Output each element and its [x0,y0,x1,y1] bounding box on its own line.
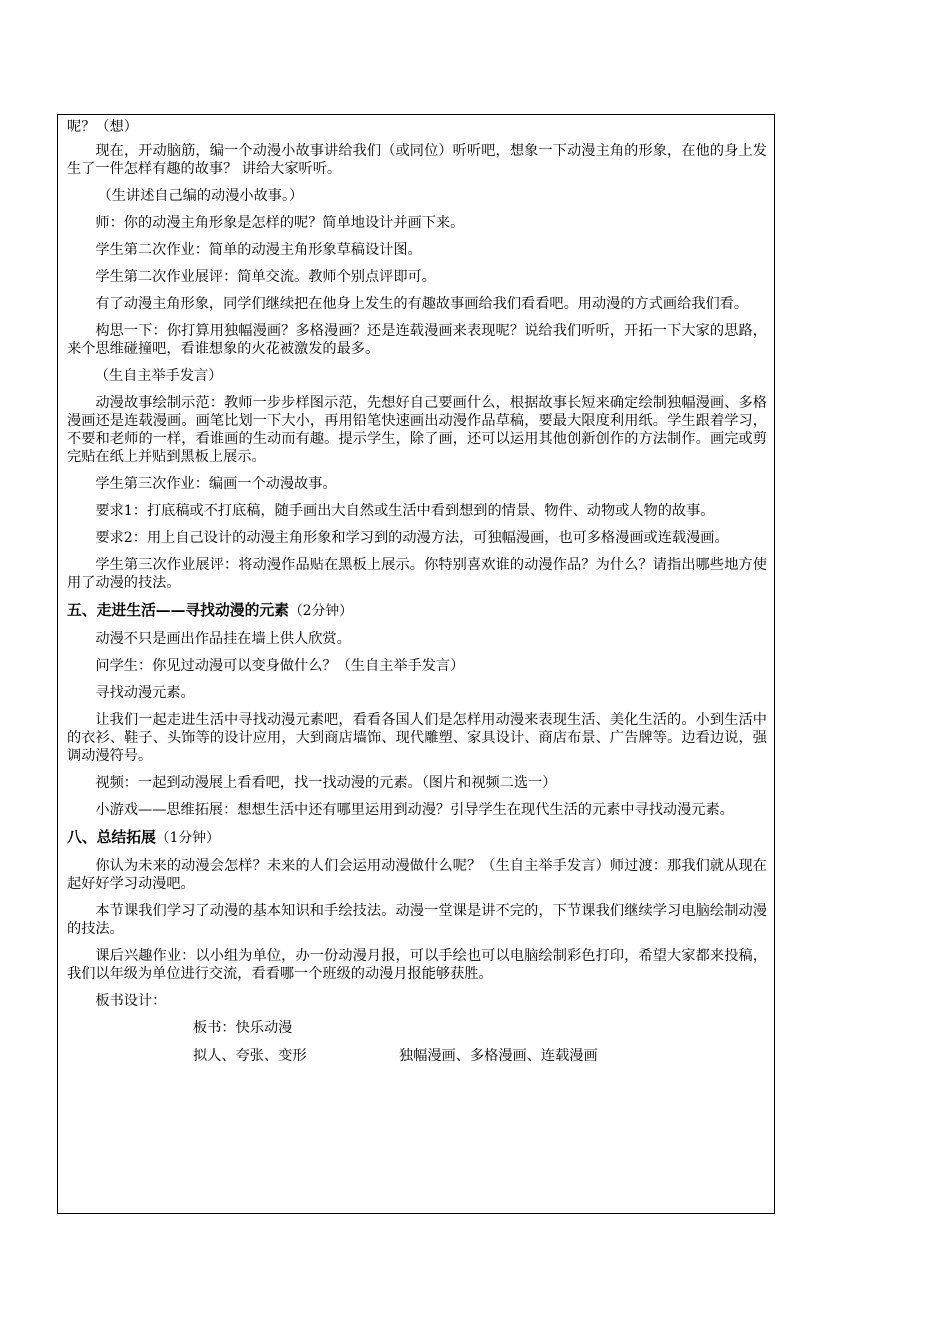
paragraph: 有了动漫主角形象，同学们继续把在他身上发生的有趣故事画给我们看看吧。用动漫的方式画给我们看。 [95,296,749,312]
paragraph: 要求1：打底稿或不打底稿，随手画出大自然或生活中看到想到的情景、物件、动物或人物的故事。 [95,503,715,519]
paragraph: 小游戏——思维拓展：想想生活中还有哪里运用到动漫？引导学生在现代生活的元素中寻找动漫元素。 [95,802,734,818]
paragraph: 视频：一起到动漫展上看看吧，找一找动漫的元素。（图片和视频二选一） [95,775,557,791]
section-8-heading [67,828,767,848]
paragraph: 寻找动漫元素。 [95,685,195,701]
continued-line: 呢？（想） [67,119,138,135]
paragraph: 动漫不只是画出作品挂在墙上供人欣赏。 [95,631,351,647]
paragraph: 学生第三次作业：编画一个动漫故事。 [95,476,337,492]
board-techniques: 拟人、夸张、变形 [193,1048,307,1064]
paragraph: 板书设计： [95,993,167,1009]
blackboard-design [193,1019,767,1065]
section-5-time: （2分钟） [288,603,353,619]
section-8-time: （1分钟） [155,830,220,846]
paragraph: 你认为未来的动漫会怎样？未来的人们会运用动漫做什么呢？（生自主举手发言）师过渡：那我们就从现在起好好学习动漫吧。 [67,858,767,892]
board-forms: 独幅漫画、多格漫画、连载漫画 [399,1048,598,1064]
paragraph: 构思一下：你打算用独幅漫画？多格漫画？还是连载漫画来表现呢？说给我们听听，开拓一下大家的思路，来个思维碰撞吧，看谁想象的火花被激发的最多。 [67,323,767,357]
paragraph: 动漫故事绘制示范：教师一步步样图示范，先想好自己要画什么，根据故事长短来确定绘制独幅漫画、多格漫画还是连载漫画。画笔比划一下大小，再用铅笔快速画出动漫作品草稿，要最大限度利用纸。学生跟着学习，不要和老师的一样，看谁画的生动而有趣。提示学生，除了画，还可以运用其他创新创作的方法制作。画完或剪完贴在纸上并贴到黑板上展示。 [67,395,767,465]
section-8-title: 八、总结拓展 [67,829,156,846]
board-line [193,1047,767,1065]
paragraph: 师：你的动漫主角形象是怎样的呢？简单地设计并画下来。 [95,215,465,231]
paragraph: 让我们一起走进生活中寻找动漫元素吧，看看各国人们是怎样用动漫来表现生活、美化生活的。小到生活中的衣衫、鞋子、头饰等的设计应用，大到商店墙饰、现代雕塑、家具设计、商店布景、广告牌等。边看边说，强调动漫符号。 [67,712,767,764]
paragraph: 学生第二次作业：简单的动漫主角形象草稿设计图。 [95,242,422,258]
paragraph: 学生第三次作业展评：将动漫作品贴在黑板上展示。你特别喜欢谁的动漫作品？为什么？请指出哪些地方使用了动漫的技法。 [67,557,767,591]
paragraph: 要求2：用上自己设计的动漫主角形象和学习到的动漫方法，可独幅漫画，也可多格漫画或连载漫画。 [95,530,729,546]
lesson-content [67,118,767,1075]
lesson-plan-table-cell [57,114,775,1214]
paragraph: 现在，开动脑筋，编一个动漫小故事讲给我们（或同位）听听吧，想象一下动漫主角的形象，在他的身上发生了一件怎样有趣的故事？ 讲给大家听听。 [67,143,767,177]
paragraph: （生自主举手发言） [94,368,223,384]
section-5-heading [67,601,767,621]
paragraph: （生讲述自己编的动漫小故事。） [97,188,304,204]
section-5-title: 五、走进生活——寻找动漫的元素 [67,602,289,619]
paragraph: 学生第二次作业展评：简单交流。教师个别点评即可。 [95,269,436,285]
board-title: 板书：快乐动漫 [193,1020,293,1036]
paragraph: 问学生：你见过动漫可以变身做什么？（生自主举手发言） [95,658,465,674]
paragraph: 本节课我们学习了动漫的基本知识和手绘技法。动漫一堂课是讲不完的，下节课我们继续学习电脑绘制动漫的技法。 [67,903,767,937]
paragraph: 课后兴趣作业：以小组为单位，办一份动漫月报，可以手绘也可以电脑绘制彩色打印，希望大家都来投稿，我们以年级为单位进行交流，看看哪一个班级的动漫月报能够获胜。 [67,948,767,982]
